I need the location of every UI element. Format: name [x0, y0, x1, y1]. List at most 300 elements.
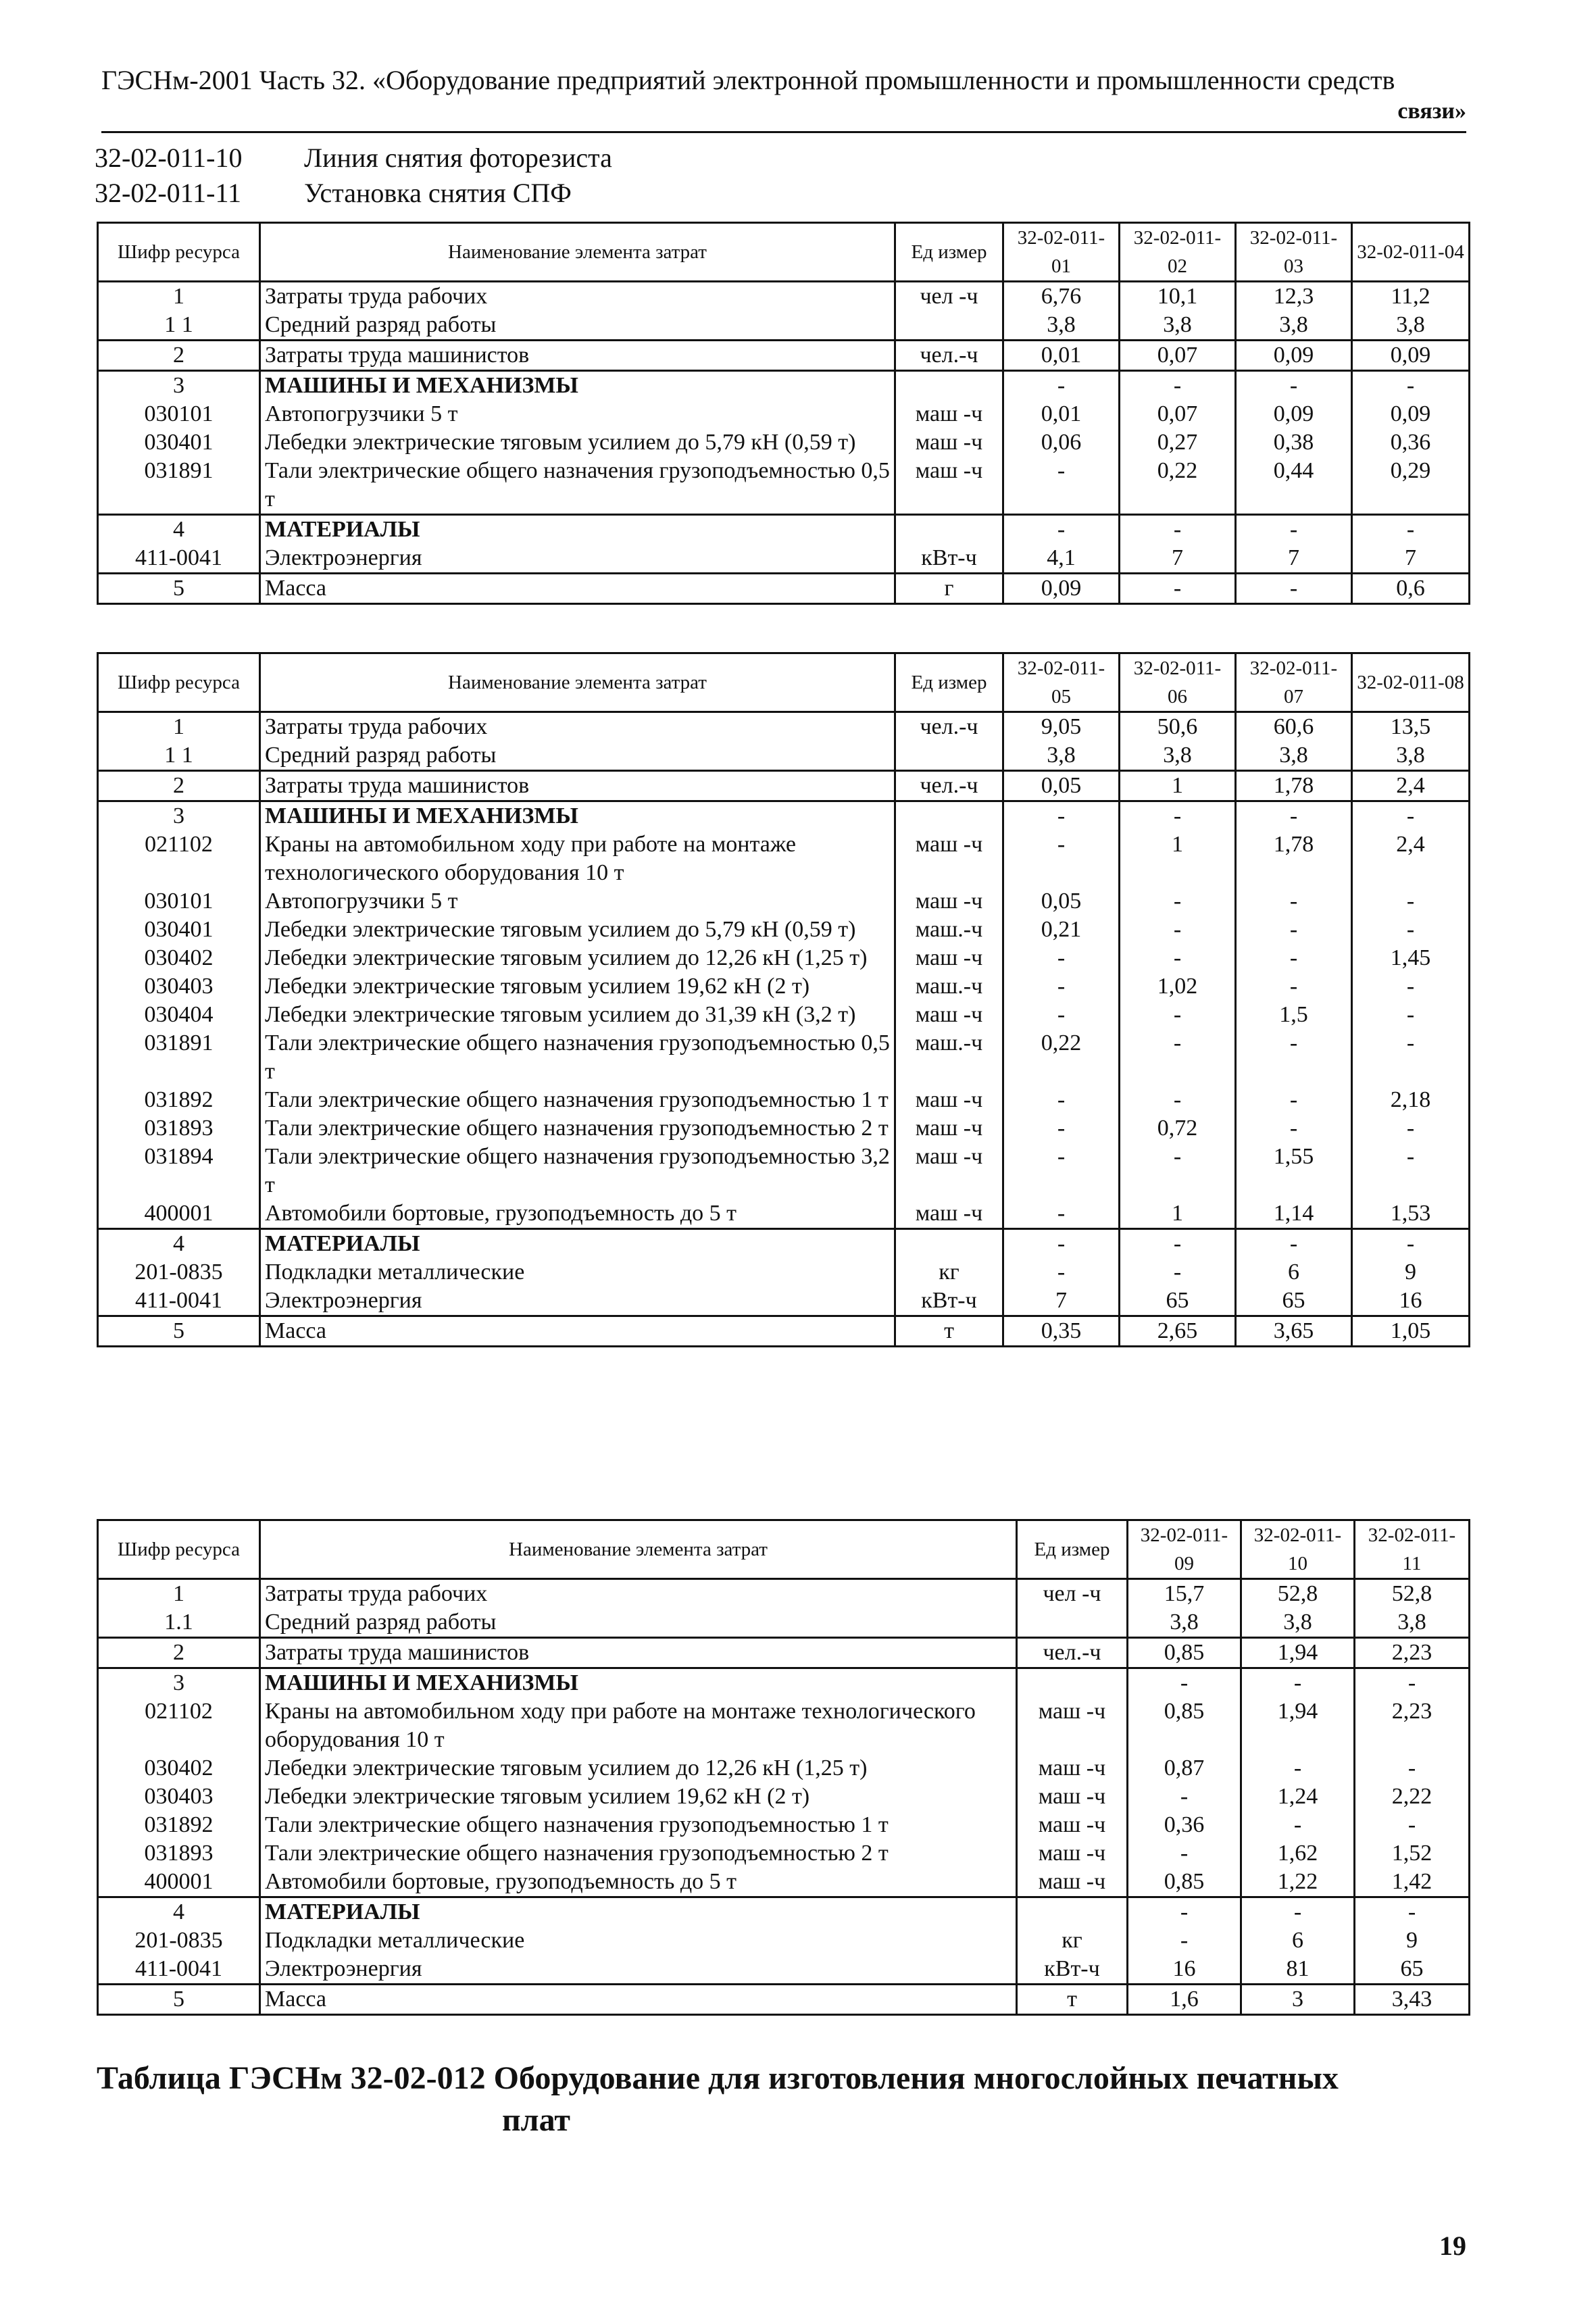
resource-name: Затраты труда рабочих: [260, 282, 895, 312]
column-header-norm: 32-02-011-04: [1352, 223, 1470, 282]
resource-value: -: [1236, 1029, 1352, 1086]
resource-unit: чел.-ч: [895, 341, 1003, 371]
resource-code: 400001: [98, 1199, 260, 1229]
resource-value: -: [1120, 371, 1236, 401]
resource-name: Тали электрические общего назначения грузоподъемностью 2 т: [260, 1114, 895, 1143]
resource-value: 6: [1236, 1258, 1352, 1287]
column-header-norm: 32-02-011-10: [1241, 1520, 1355, 1579]
resource-value: 65: [1236, 1287, 1352, 1316]
resource-code: 4: [98, 1229, 260, 1259]
resource-code: 031893: [98, 1839, 260, 1868]
resource-code: 030101: [98, 887, 260, 916]
resource-unit: маш -ч: [895, 1199, 1003, 1229]
resource-value: 2,22: [1355, 1783, 1470, 1811]
resource-value: -: [1352, 1001, 1470, 1029]
resource-code: 030402: [98, 944, 260, 972]
resource-code: 021102: [98, 1697, 260, 1754]
resource-code: 2: [98, 341, 260, 371]
next-table-title-line-2: плат: [502, 2102, 570, 2138]
resource-value: 0,27: [1120, 428, 1236, 457]
resource-unit: [895, 801, 1003, 831]
resource-name: Средний разряд работы: [260, 311, 895, 341]
resource-value: 65: [1120, 1287, 1236, 1316]
resource-name: МАШИНЫ И МЕХАНИЗМЫ: [260, 801, 895, 831]
column-header-norm: 32-02-011-07: [1236, 653, 1352, 712]
resource-code: 2: [98, 1638, 260, 1668]
table-row: [98, 1783, 1470, 1811]
resource-unit: кг: [1017, 1926, 1128, 1955]
resource-name: Лебедки электрические тяговым усилием 19,62 кН (2 т): [260, 1783, 1017, 1811]
resource-value: 3,43: [1355, 1985, 1470, 2015]
resource-value: 2,18: [1352, 1086, 1470, 1114]
resource-value: -: [1120, 1229, 1236, 1259]
resource-unit: т: [895, 1316, 1003, 1347]
resource-value: -: [1120, 515, 1236, 545]
resource-value: 3,8: [1236, 741, 1352, 771]
resource-name: Тали электрические общего назначения грузоподъемностью 1 т: [260, 1811, 1017, 1839]
resource-value: -: [1352, 801, 1470, 831]
resource-name: МАТЕРИАЛЫ: [260, 515, 895, 545]
resource-unit: маш -ч: [895, 1143, 1003, 1199]
resource-code: 5: [98, 1316, 260, 1347]
resource-code: 031892: [98, 1086, 260, 1114]
table-row: [98, 887, 1470, 916]
resource-value: -: [1236, 944, 1352, 972]
column-header-unit: Ед измер: [895, 653, 1003, 712]
resource-code: 5: [98, 1985, 260, 2015]
resource-code: 201-0835: [98, 1258, 260, 1287]
table-row: [98, 1229, 1470, 1259]
resource-value: -: [1120, 887, 1236, 916]
resource-name: Лебедки электрические тяговым усилием до 5,79 кН (0,59 т): [260, 428, 895, 457]
resource-value: 9,05: [1003, 712, 1120, 742]
resource-value: -: [1120, 801, 1236, 831]
resource-name: Затраты труда машинистов: [260, 771, 895, 801]
resource-value: 0,6: [1352, 574, 1470, 604]
resource-value: 52,8: [1241, 1579, 1355, 1609]
resource-code: 030401: [98, 916, 260, 944]
resource-value: 2,65: [1120, 1316, 1236, 1347]
resource-value: 3,8: [1003, 311, 1120, 341]
resource-value: 0,09: [1352, 341, 1470, 371]
resource-code: 021102: [98, 830, 260, 887]
resource-code: 1 1: [98, 311, 260, 341]
resource-unit: кг: [895, 1258, 1003, 1287]
resource-value: 2,4: [1352, 771, 1470, 801]
resource-value: -: [1003, 1086, 1120, 1114]
column-header-norm: 32-02-011-05: [1003, 653, 1120, 712]
resource-unit: т: [1017, 1985, 1128, 2015]
table-row: [98, 1258, 1470, 1287]
resource-value: 16: [1352, 1287, 1470, 1316]
column-header-unit: Ед измер: [1017, 1520, 1128, 1579]
resource-value: 1,24: [1241, 1783, 1355, 1811]
resource-name: Автопогрузчики 5 т: [260, 400, 895, 428]
table-row: [98, 574, 1470, 604]
resource-value: -: [1003, 1143, 1120, 1199]
resource-value: -: [1236, 887, 1352, 916]
table-row: [98, 311, 1470, 341]
table-row: [98, 282, 1470, 312]
resource-unit: маш -ч: [895, 1086, 1003, 1114]
resource-code: 030101: [98, 400, 260, 428]
resource-code: 031893: [98, 1114, 260, 1143]
section-name: Установка снятия СПФ: [304, 178, 572, 208]
resource-value: 0,09: [1003, 574, 1120, 604]
resource-value: 65: [1355, 1955, 1470, 1985]
table-row: [98, 830, 1470, 887]
resource-unit: кВт-ч: [895, 1287, 1003, 1316]
resource-value: 3,8: [1236, 311, 1352, 341]
resource-code: 4: [98, 515, 260, 545]
resource-value: 3,8: [1241, 1608, 1355, 1638]
resource-value: -: [1236, 371, 1352, 401]
resource-value: 1,78: [1236, 771, 1352, 801]
resource-value: 3,8: [1120, 741, 1236, 771]
table-row: [98, 944, 1470, 972]
resource-unit: маш.-ч: [895, 916, 1003, 944]
resource-value: -: [1128, 1897, 1241, 1927]
table-row: [98, 1697, 1470, 1754]
resource-value: -: [1003, 972, 1120, 1001]
resource-name: МАТЕРИАЛЫ: [260, 1897, 1017, 1927]
resource-value: 50,6: [1120, 712, 1236, 742]
table-row: [98, 1029, 1470, 1086]
resource-value: 0,07: [1120, 400, 1236, 428]
resource-unit: [895, 371, 1003, 401]
resource-value: -: [1352, 1114, 1470, 1143]
resource-value: -: [1236, 515, 1352, 545]
resource-code: 030403: [98, 972, 260, 1001]
resource-name: Краны на автомобильном ходу при работе на монтаже технологического оборудования 10 т: [260, 1697, 1017, 1754]
resource-value: 3,8: [1120, 311, 1236, 341]
resource-value: 7: [1003, 1287, 1120, 1316]
resource-name: Лебедки электрические тяговым усилием до 12,26 кН (1,25 т): [260, 1754, 1017, 1783]
table-row: [98, 801, 1470, 831]
header-line-1: ГЭСНм-2001 Часть 32. «Оборудование предприятий электронной промышленности и промышленности средств: [101, 65, 1395, 95]
table-row: [98, 1608, 1470, 1638]
resource-unit: кВт-ч: [895, 544, 1003, 574]
resource-value: 3,8: [1355, 1608, 1470, 1638]
resource-unit: маш -ч: [1017, 1811, 1128, 1839]
resource-value: 6,76: [1003, 282, 1120, 312]
resource-value: -: [1003, 1199, 1120, 1229]
resource-value: 81: [1241, 1955, 1355, 1985]
column-header-norm: 32-02-011-09: [1128, 1520, 1241, 1579]
resource-value: -: [1003, 1114, 1120, 1143]
section-name: Линия снятия фоторезиста: [304, 143, 612, 173]
resource-unit: кВт-ч: [1017, 1955, 1128, 1985]
resource-unit: чел.-ч: [895, 771, 1003, 801]
resource-code: 031891: [98, 1029, 260, 1086]
resource-unit: маш -ч: [895, 428, 1003, 457]
resource-value: 0,36: [1352, 428, 1470, 457]
resource-value: 3,65: [1236, 1316, 1352, 1347]
resource-unit: маш -ч: [1017, 1783, 1128, 1811]
resource-value: -: [1352, 1229, 1470, 1259]
next-table-title: [97, 2058, 1502, 2141]
resource-value: 0,44: [1236, 457, 1352, 515]
resource-value: -: [1241, 1754, 1355, 1783]
resource-code: 201-0835: [98, 1926, 260, 1955]
resource-name: Электроэнергия: [260, 544, 895, 574]
resource-value: 2,23: [1355, 1697, 1470, 1754]
resource-name: Затраты труда рабочих: [260, 712, 895, 742]
resource-name: Тали электрические общего назначения грузоподъемностью 0,5 т: [260, 1029, 895, 1086]
resource-code: 3: [98, 1668, 260, 1698]
resource-value: 4,1: [1003, 544, 1120, 574]
resource-value: 13,5: [1352, 712, 1470, 742]
table-row: [98, 712, 1470, 742]
resource-unit: [895, 741, 1003, 771]
section-item: [95, 176, 612, 211]
table-row: [98, 771, 1470, 801]
resource-value: 1,55: [1236, 1143, 1352, 1199]
resource-code: 030402: [98, 1754, 260, 1783]
table-row: [98, 1985, 1470, 2015]
table-row: [98, 400, 1470, 428]
table-row: [98, 1114, 1470, 1143]
section-list: [95, 141, 612, 211]
resource-name: Автомобили бортовые, грузоподъемность до 5 т: [260, 1868, 1017, 1897]
resource-value: -: [1003, 515, 1120, 545]
resource-name: Масса: [260, 1985, 1017, 2015]
table-row: [98, 1199, 1470, 1229]
resource-value: -: [1236, 574, 1352, 604]
resource-value: -: [1352, 1029, 1470, 1086]
resource-name: Лебедки электрические тяговым усилием до 5,79 кН (0,59 т): [260, 916, 895, 944]
resource-unit: чел -ч: [895, 282, 1003, 312]
resource-value: 0,85: [1128, 1638, 1241, 1668]
section-code: 32-02-011-11: [95, 178, 241, 208]
resource-value: 15,7: [1128, 1579, 1241, 1609]
resource-unit: [1017, 1608, 1128, 1638]
table-row: [98, 1926, 1470, 1955]
resource-code: 1.1: [98, 1608, 260, 1638]
resource-name: Лебедки электрические тяговым усилием до 12,26 кН (1,25 т): [260, 944, 895, 972]
resource-value: 0,35: [1003, 1316, 1120, 1347]
resource-unit: маш -ч: [1017, 1697, 1128, 1754]
resource-value: 0,72: [1120, 1114, 1236, 1143]
resource-value: -: [1352, 887, 1470, 916]
page-number: 19: [1439, 2231, 1466, 2261]
resource-value: -: [1355, 1754, 1470, 1783]
resource-value: 12,3: [1236, 282, 1352, 312]
resource-name: Масса: [260, 1316, 895, 1347]
resource-value: -: [1120, 1258, 1236, 1287]
resource-value: -: [1241, 1897, 1355, 1927]
resource-name: Тали электрические общего назначения грузоподъемностью 2 т: [260, 1839, 1017, 1868]
column-header-norm: 32-02-011-06: [1120, 653, 1236, 712]
resource-name: Масса: [260, 574, 895, 604]
column-header-norm: 32-02-011-11: [1355, 1520, 1470, 1579]
resource-value: 7: [1352, 544, 1470, 574]
table-row: [98, 1001, 1470, 1029]
resource-value: -: [1003, 801, 1120, 831]
resource-value: 7: [1236, 544, 1352, 574]
resource-value: 0,05: [1003, 887, 1120, 916]
resource-code: 031894: [98, 1143, 260, 1199]
resource-value: -: [1128, 1668, 1241, 1698]
resource-name: Тали электрические общего назначения грузоподъемностью 3,2 т: [260, 1143, 895, 1199]
resource-value: -: [1355, 1811, 1470, 1839]
column-header-norm: 32-02-011-01: [1003, 223, 1120, 282]
resource-value: 3,8: [1352, 311, 1470, 341]
next-table-title-line-1: Таблица ГЭСНм 32-02-012 Оборудование для изготовления многослойных печатных: [97, 2060, 1339, 2096]
resource-code: 3: [98, 801, 260, 831]
resource-unit: г: [895, 574, 1003, 604]
resource-value: -: [1120, 1001, 1236, 1029]
resource-value: 9: [1352, 1258, 1470, 1287]
resource-name: МАШИНЫ И МЕХАНИЗМЫ: [260, 371, 895, 401]
resource-code: 1: [98, 712, 260, 742]
table-row: [98, 1868, 1470, 1897]
table-row: [98, 1955, 1470, 1985]
resource-unit: маш -ч: [895, 1114, 1003, 1143]
resource-unit: [895, 311, 1003, 341]
resource-value: 0,01: [1003, 400, 1120, 428]
column-header-norm: 32-02-011-08: [1352, 653, 1470, 712]
resource-value: 2,23: [1355, 1638, 1470, 1668]
column-header-unit: Ед измер: [895, 223, 1003, 282]
table-row: [98, 1579, 1470, 1609]
resource-value: 1,45: [1352, 944, 1470, 972]
resource-unit: маш -ч: [895, 1001, 1003, 1029]
resource-unit: маш.-ч: [895, 972, 1003, 1001]
resource-value: 1,6: [1128, 1985, 1241, 2015]
resource-code: 030404: [98, 1001, 260, 1029]
resource-value: -: [1120, 1143, 1236, 1199]
resource-value: 9: [1355, 1926, 1470, 1955]
section-item: [95, 141, 612, 176]
resource-value: 10,1: [1120, 282, 1236, 312]
resource-value: 1,53: [1352, 1199, 1470, 1229]
table-row: [98, 1086, 1470, 1114]
resource-name: Подкладки металлические: [260, 1926, 1017, 1955]
resource-value: 1,42: [1355, 1868, 1470, 1897]
resource-name: Подкладки металлические: [260, 1258, 895, 1287]
resource-value: 0,85: [1128, 1868, 1241, 1897]
resource-value: 3: [1241, 1985, 1355, 2015]
resource-value: 16: [1128, 1955, 1241, 1985]
table-row: [98, 371, 1470, 401]
resource-value: -: [1003, 944, 1120, 972]
page-header: [101, 65, 1466, 133]
resource-value: 0,85: [1128, 1697, 1241, 1754]
resource-value: 0,29: [1352, 457, 1470, 515]
table-row: [98, 916, 1470, 944]
resource-unit: [1017, 1668, 1128, 1698]
resource-value: -: [1128, 1839, 1241, 1868]
resource-code: 400001: [98, 1868, 260, 1897]
resource-value: -: [1352, 972, 1470, 1001]
resource-unit: маш -ч: [895, 830, 1003, 887]
resource-unit: маш -ч: [1017, 1868, 1128, 1897]
table-row: [98, 741, 1470, 771]
resource-table-2: [97, 652, 1470, 1347]
column-header-norm: 32-02-011-02: [1120, 223, 1236, 282]
table-row: [98, 972, 1470, 1001]
table-header-row: [98, 223, 1470, 282]
resource-name: Краны на автомобильном ходу при работе на монтаже технологического оборудования 10 т: [260, 830, 895, 887]
resource-value: -: [1003, 1229, 1120, 1259]
table-row: [98, 1143, 1470, 1199]
resource-unit: маш -ч: [895, 944, 1003, 972]
resource-value: 1: [1120, 830, 1236, 887]
resource-value: 0,09: [1352, 400, 1470, 428]
resource-value: 0,87: [1128, 1754, 1241, 1783]
resource-value: 3,8: [1128, 1608, 1241, 1638]
resource-code: 031891: [98, 457, 260, 515]
resource-code: 1: [98, 282, 260, 312]
table-row: [98, 457, 1470, 515]
resource-value: 0,38: [1236, 428, 1352, 457]
resource-name: Лебедки электрические тяговым усилием 19,62 кН (2 т): [260, 972, 895, 1001]
resource-name: МАШИНЫ И МЕХАНИЗМЫ: [260, 1668, 1017, 1698]
resource-value: -: [1241, 1811, 1355, 1839]
table-row: [98, 1316, 1470, 1347]
resource-value: 7: [1120, 544, 1236, 574]
resource-value: 0,09: [1236, 341, 1352, 371]
resource-value: 1,52: [1355, 1839, 1470, 1868]
resource-name: Средний разряд работы: [260, 741, 895, 771]
table-row: [98, 1638, 1470, 1668]
resource-value: 1,94: [1241, 1638, 1355, 1668]
resource-value: -: [1128, 1926, 1241, 1955]
resource-value: 52,8: [1355, 1579, 1470, 1609]
resource-value: 0,09: [1236, 400, 1352, 428]
resource-value: -: [1128, 1783, 1241, 1811]
resource-name: Средний разряд работы: [260, 1608, 1017, 1638]
resource-name: Тали электрические общего назначения грузоподъемностью 1 т: [260, 1086, 895, 1114]
table-row: [98, 1839, 1470, 1868]
table-header-row: [98, 653, 1470, 712]
section-code: 32-02-011-10: [95, 143, 243, 173]
resource-value: -: [1120, 944, 1236, 972]
resource-value: -: [1241, 1668, 1355, 1698]
resource-code: 1: [98, 1579, 260, 1609]
resource-value: -: [1120, 1086, 1236, 1114]
resource-value: 1: [1120, 1199, 1236, 1229]
header-line-2: связи»: [1397, 99, 1466, 124]
resource-value: 0,22: [1120, 457, 1236, 515]
resource-unit: маш -ч: [895, 457, 1003, 515]
resource-name: МАТЕРИАЛЫ: [260, 1229, 895, 1259]
resource-unit: чел.-ч: [1017, 1638, 1128, 1668]
resource-code: 2: [98, 771, 260, 801]
table-row: [98, 515, 1470, 545]
resource-value: 0,36: [1128, 1811, 1241, 1839]
table-row: [98, 1668, 1470, 1698]
resource-value: 1: [1120, 771, 1236, 801]
resource-value: -: [1352, 515, 1470, 545]
table-row: [98, 341, 1470, 371]
resource-value: 3,8: [1003, 741, 1120, 771]
resource-value: 1,62: [1241, 1839, 1355, 1868]
resource-code: 4: [98, 1897, 260, 1927]
resource-value: 0,05: [1003, 771, 1120, 801]
resource-name: Электроэнергия: [260, 1287, 895, 1316]
resource-value: -: [1003, 1001, 1120, 1029]
column-header-name: Наименование элемента затрат: [260, 1520, 1017, 1579]
resource-value: -: [1120, 574, 1236, 604]
resource-value: 1,5: [1236, 1001, 1352, 1029]
resource-code: 5: [98, 574, 260, 604]
resource-name: Автопогрузчики 5 т: [260, 887, 895, 916]
resource-value: -: [1003, 371, 1120, 401]
resource-value: 1,78: [1236, 830, 1352, 887]
resource-value: 3,8: [1352, 741, 1470, 771]
